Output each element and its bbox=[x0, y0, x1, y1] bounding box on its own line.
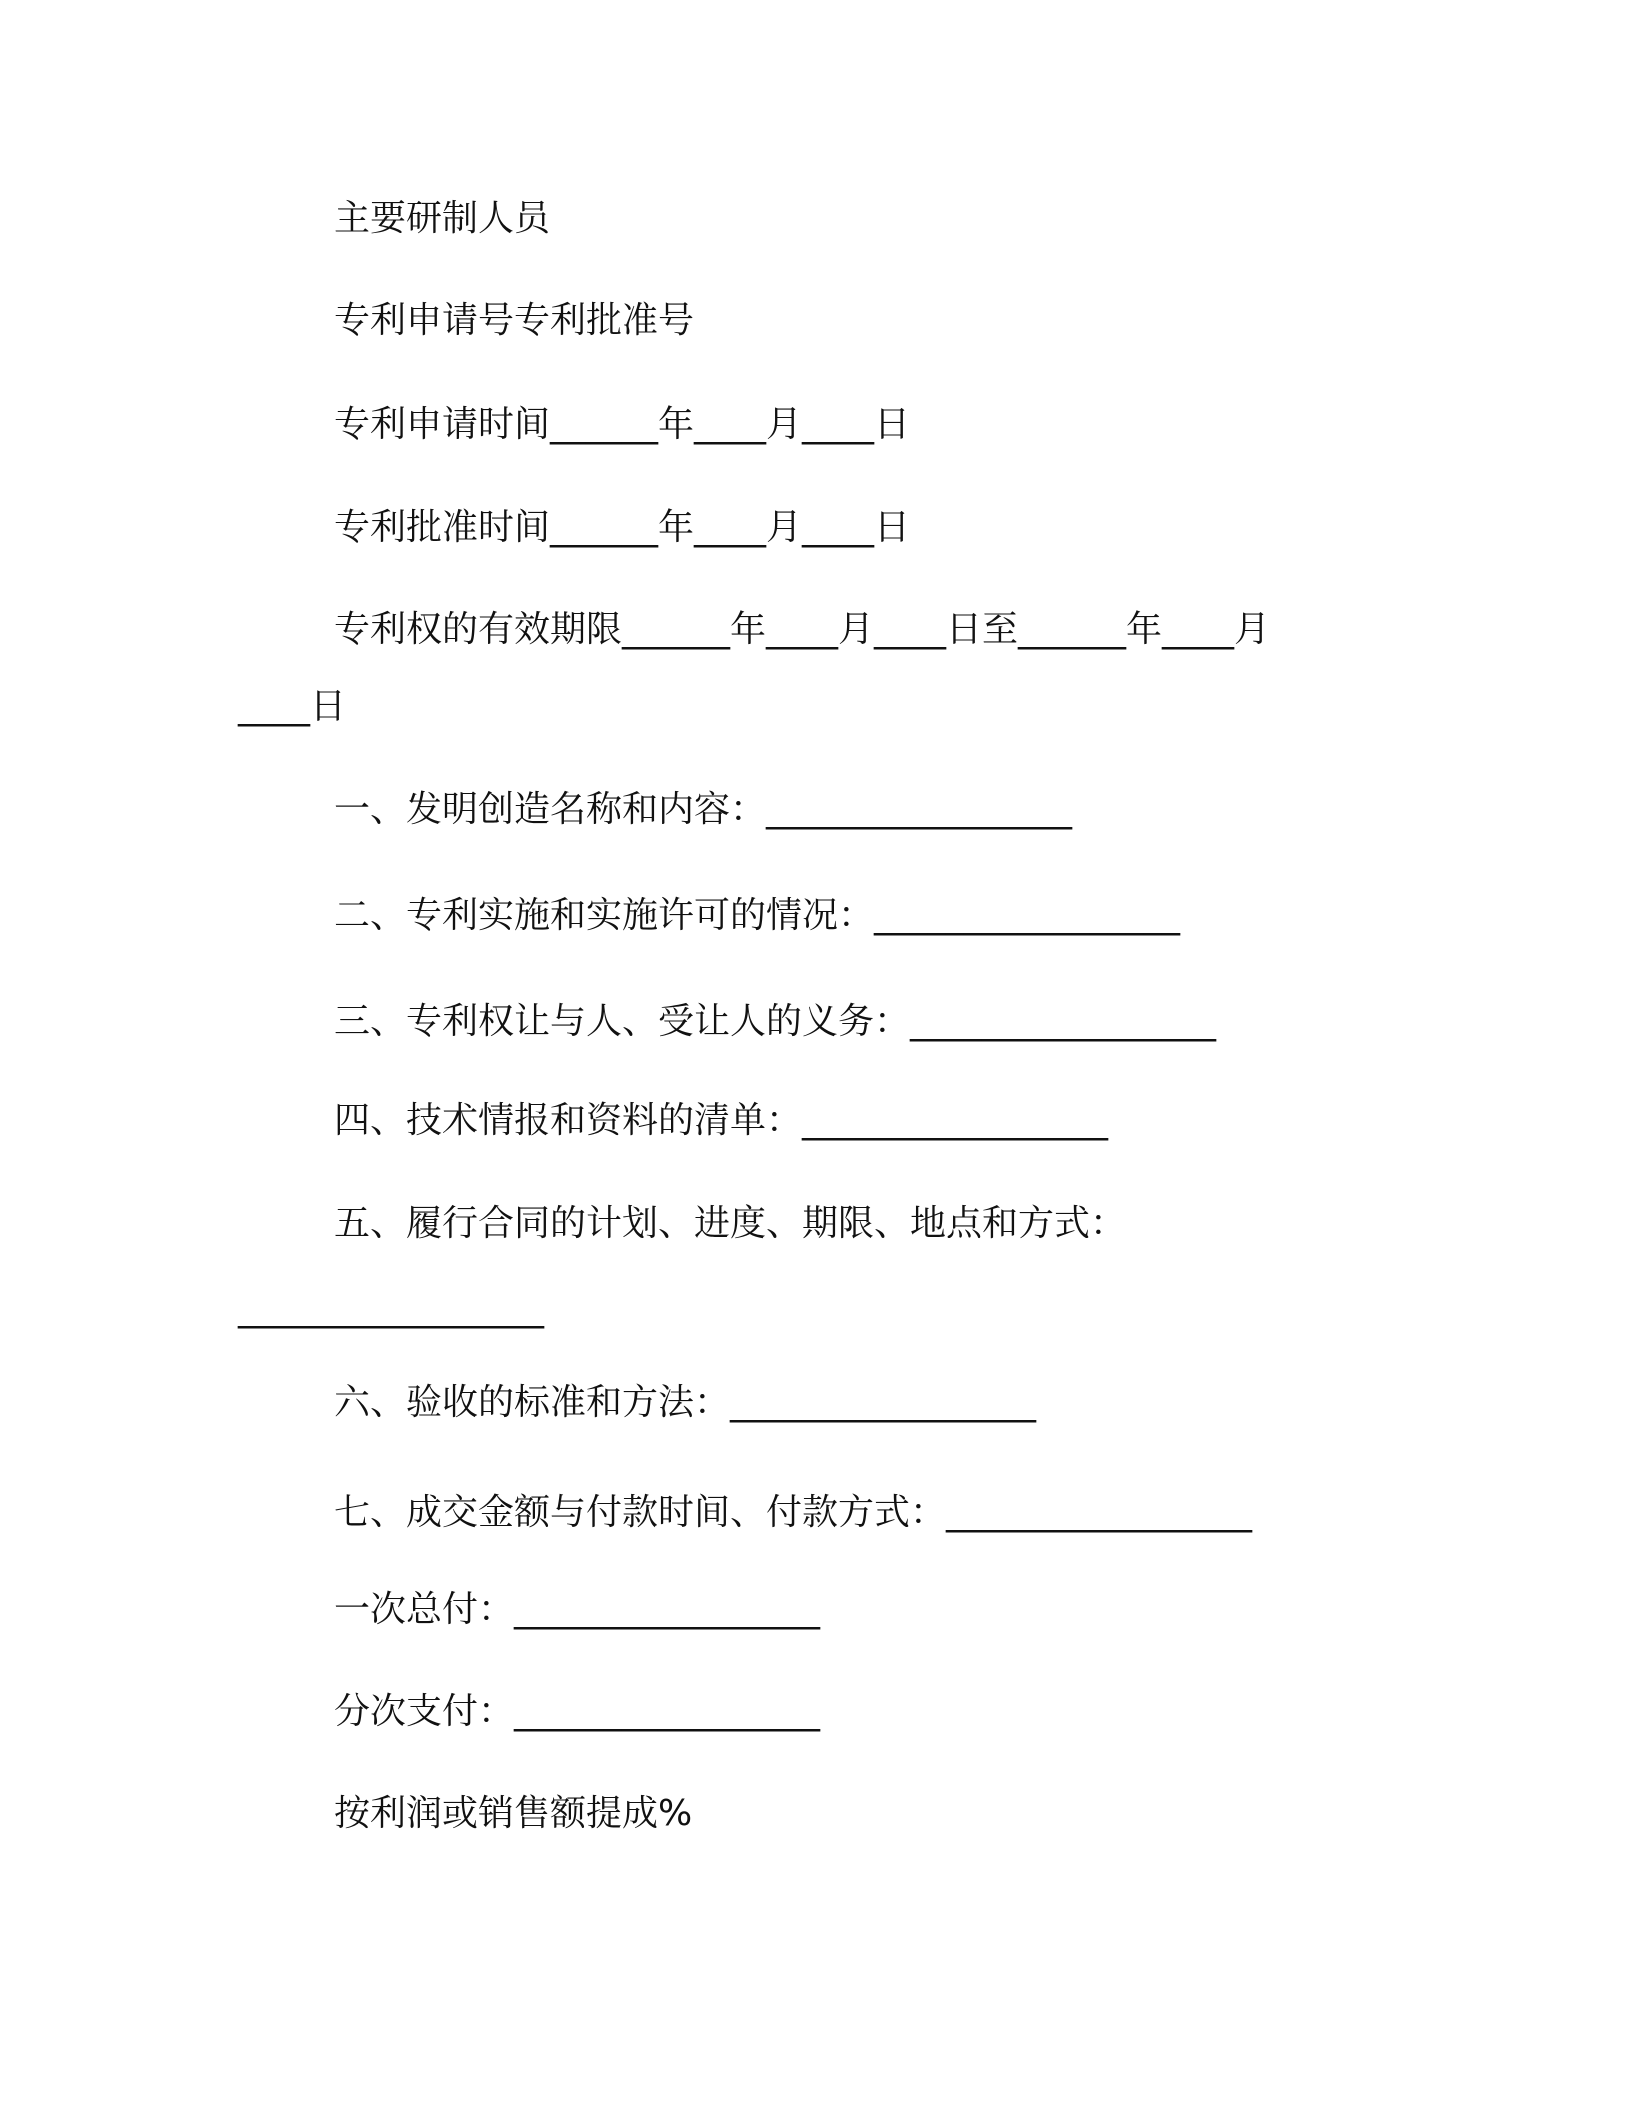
clause-7-payment: 七、成交金额与付款时间、付款方式：_________________ bbox=[334, 1492, 1253, 1533]
royalty-percentage-line: 按利润或销售额提成% bbox=[334, 1793, 693, 1834]
clause-3-obligations: 三、专利权让与人、受让人的义务：_________________ bbox=[334, 1001, 1217, 1042]
clause-6-acceptance: 六、验收的标准和方法：_________________ bbox=[334, 1382, 1037, 1423]
patent-numbers-line: 专利申请号专利批准号 bbox=[334, 300, 695, 341]
main-developers-line: 主要研制人员 bbox=[334, 198, 551, 239]
patent-approval-date-line: 专利批准时间______年____月____日 bbox=[334, 507, 911, 548]
clause-2-implementation: 二、专利实施和实施许可的情况：_________________ bbox=[334, 895, 1181, 936]
clause-5-performance-plan: 五、履行合同的计划、进度、期限、地点和方式： bbox=[334, 1203, 1127, 1244]
patent-application-date-line: 专利申请时间______年____月____日 bbox=[334, 404, 911, 445]
clause-4-technical-info-list: 四、技术情报和资料的清单：_________________ bbox=[334, 1100, 1109, 1141]
clause-1-invention-name: 一、发明创造名称和内容：_________________ bbox=[334, 789, 1073, 830]
patent-validity-period-cont: ____日 bbox=[238, 686, 347, 727]
patent-validity-period-line: 专利权的有效期限______年____月____日至______年____月 bbox=[334, 609, 1271, 650]
lump-sum-payment-line: 一次总付：_________________ bbox=[334, 1589, 821, 1630]
clause-5-blank: _________________ bbox=[238, 1288, 544, 1329]
installment-payment-line: 分次支付：_________________ bbox=[334, 1691, 821, 1732]
